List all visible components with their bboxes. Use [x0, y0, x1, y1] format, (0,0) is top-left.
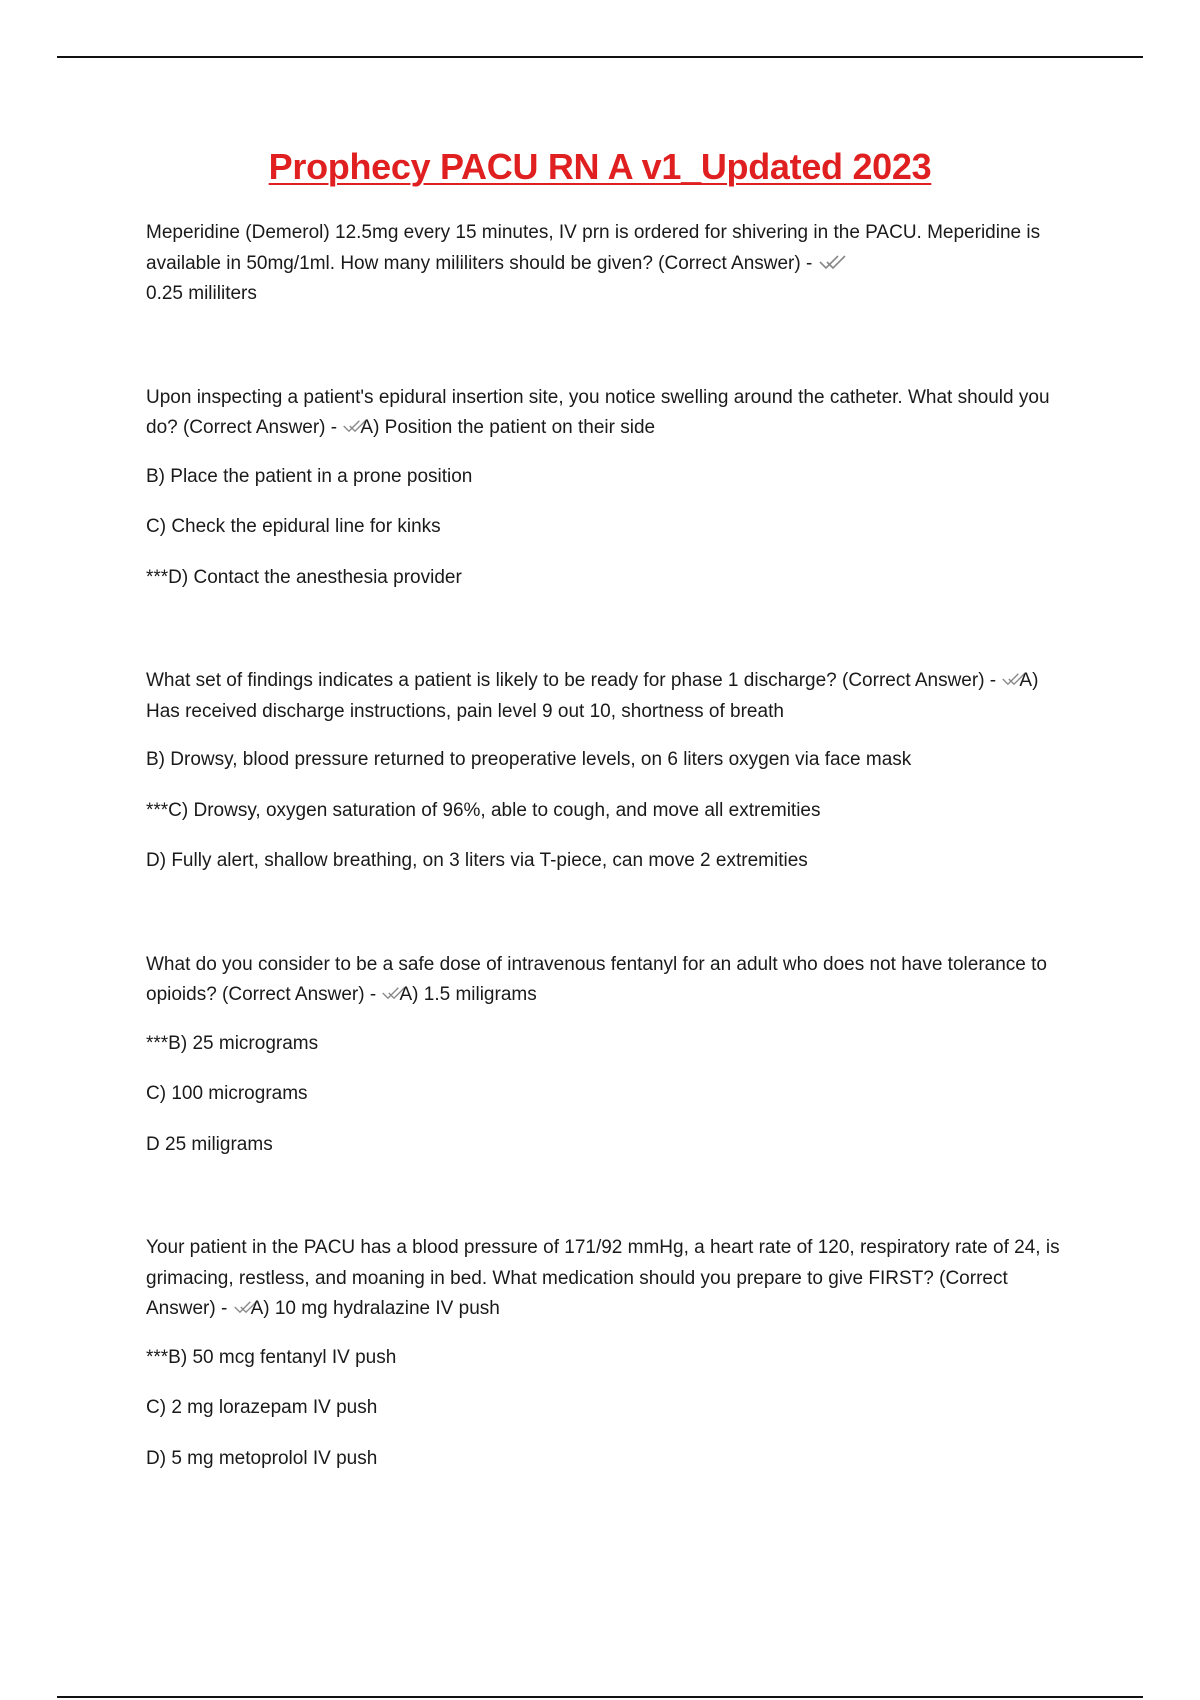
document-title: Prophecy PACU RN A v1_Updated 2023	[268, 146, 932, 187]
question-block	[146, 218, 1066, 310]
double-check-icon	[818, 253, 848, 271]
correct-answer: A) 10 mg hydralazine IV push	[250, 1298, 500, 1319]
correct-answer: A) Has received discharge instructions, pain level 9 out 10, shortness of breath	[146, 670, 1039, 722]
correct-answer: 0.25 mililiters	[146, 283, 257, 304]
question-block	[146, 666, 1066, 877]
answer-option: ***D) Contact the anesthesia provider	[146, 566, 462, 588]
question-stem: What set of findings indicates a patient is likely to be ready for phase 1 discharge? (Correct Answer) -	[146, 670, 1002, 691]
answer-option: ***B) 25 micrograms	[146, 1032, 319, 1054]
question-text	[146, 1233, 1066, 1325]
question-text	[146, 950, 1066, 1011]
question-stem: Upon inspecting a patient's epidural insertion site, you notice swelling around the catheter. What should you do? (Correct Answer) -	[146, 386, 1050, 438]
answer-option: C) Check the epidural line for kinks	[146, 516, 441, 537]
correct-answer: A) Position the patient on their side	[360, 417, 656, 438]
question-stem: What do you consider to be a safe dose of intravenous fentanyl for an adult who does not have tolerance to opioids? (Correct Answer) -	[146, 953, 1047, 1005]
top-divider	[57, 56, 1143, 58]
answer-option: D 25 miligrams	[146, 1133, 273, 1155]
question-text	[146, 383, 1066, 444]
answer-option: D) 5 mg metoprolol IV push	[146, 1447, 378, 1469]
answer-option: C) 100 micrograms	[146, 1083, 308, 1104]
question-block	[146, 383, 1066, 594]
question-list	[146, 218, 1066, 1474]
question-stem: Your patient in the PACU has a blood pressure of 171/92 mmHg, a heart rate of 120, respiratory rate of 24, is grimacing, restless, and moaning in bed. What medication should you prepare to give FIRST? (Correct Answer) -	[146, 1237, 1060, 1319]
question-block	[146, 950, 1066, 1161]
question-text	[146, 218, 1066, 310]
correct-answer: A) 1.5 miligrams	[399, 984, 537, 1005]
answer-option: D) Fully alert, shallow breathing, on 3 liters via T-piece, can move 2 extremities	[146, 850, 808, 871]
question-text	[146, 666, 1066, 727]
question-stem: Meperidine (Demerol) 12.5mg every 15 minutes, IV prn is ordered for shivering in the PACU. Meperidine is available in 50mg/1ml. How many mililiters should be given? (Correct Answer) -	[146, 222, 1041, 274]
bottom-divider	[57, 1696, 1143, 1698]
answer-option: B) Place the patient in a prone position	[146, 465, 473, 487]
answer-option: C) 2 mg lorazepam IV push	[146, 1397, 378, 1418]
question-block	[146, 1233, 1066, 1474]
answer-option: ***C) Drowsy, oxygen saturation of 96%, able to cough, and move all extremities	[146, 799, 821, 821]
answer-option: B) Drowsy, blood pressure returned to preoperative levels, on 6 liters oxygen via face mask	[146, 749, 912, 770]
answer-option: ***B) 50 mcg fentanyl IV push	[146, 1346, 397, 1368]
